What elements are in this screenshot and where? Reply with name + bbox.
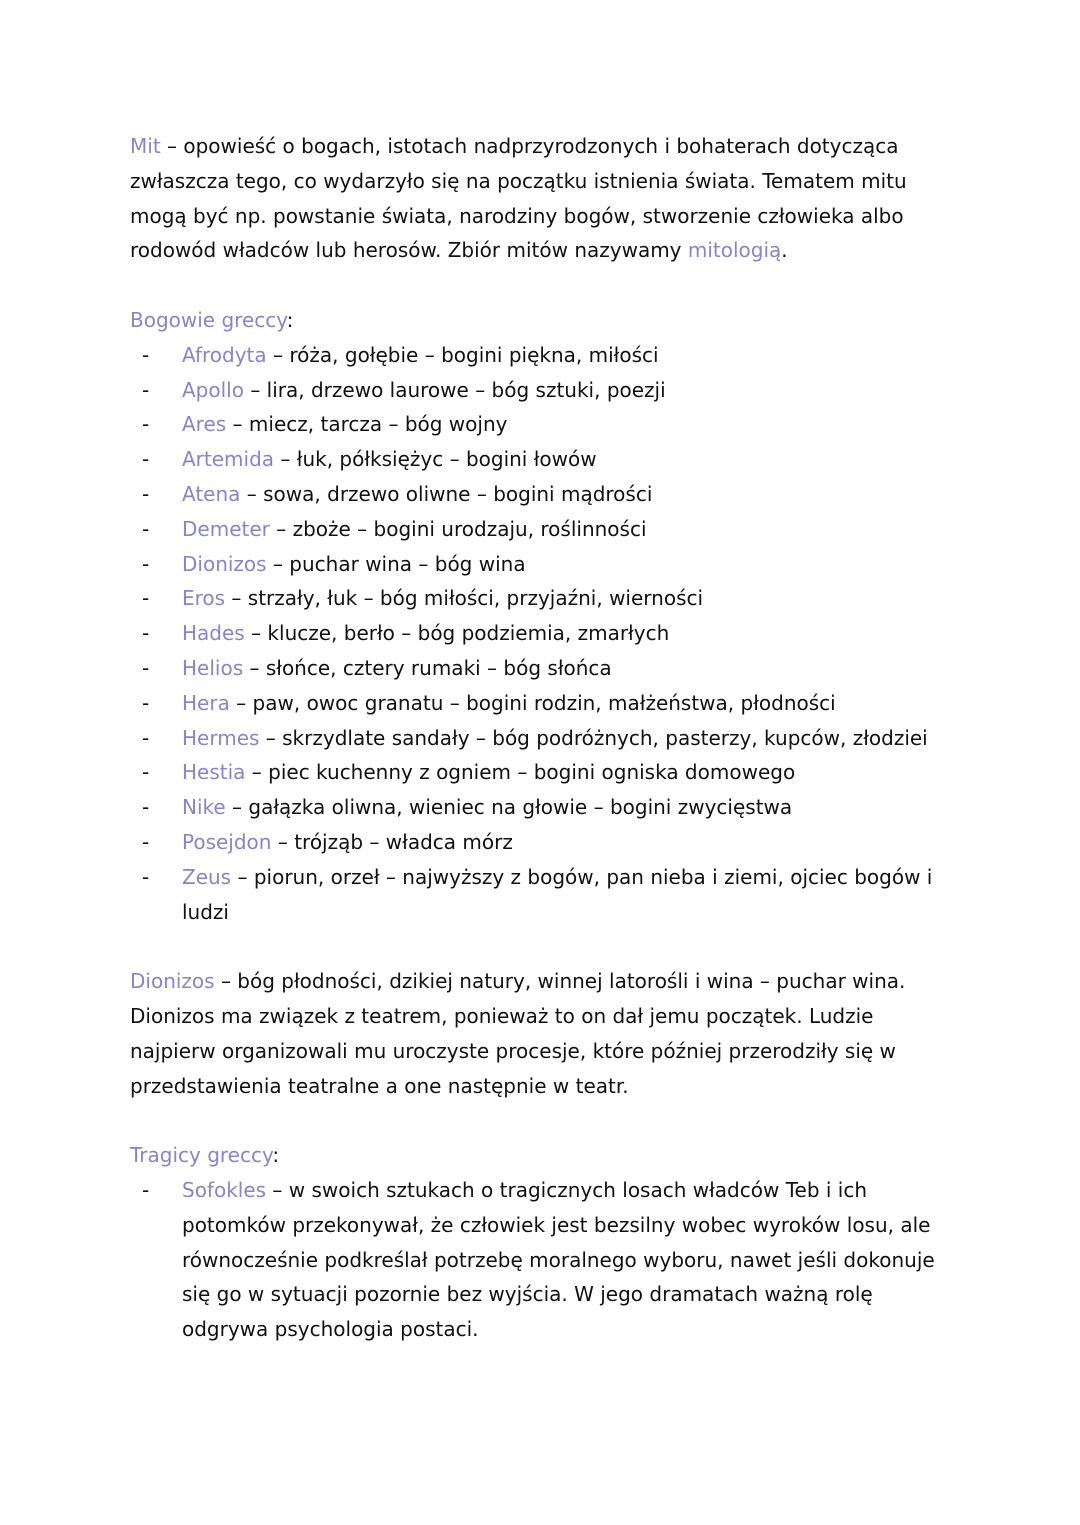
god-item-hermes bbox=[130, 721, 950, 756]
god-description: – puchar wina – bóg wina bbox=[266, 551, 526, 576]
god-item-posejdon bbox=[130, 825, 950, 860]
dash-bullet: - bbox=[142, 655, 150, 680]
tragedians-heading-text: Tragicy greccy bbox=[130, 1143, 273, 1168]
dash-bullet: - bbox=[142, 690, 150, 715]
mit-definition-paragraph bbox=[130, 129, 950, 268]
god-name: Dionizos bbox=[182, 551, 267, 576]
mit-end-punct: . bbox=[781, 238, 788, 263]
gods-heading-colon: : bbox=[286, 307, 294, 332]
gods-heading bbox=[130, 303, 950, 338]
god-description: – piorun, orzeł – najwyższy z bogów, pan nieba i ziemi, ojciec bogów i ludzi bbox=[182, 864, 933, 924]
god-name: Helios bbox=[182, 655, 244, 680]
mit-definition-text: – opowieść o bogach, istotach nadprzyrodzonych i bohaterach dotycząca zwłaszcza tego, co wydarzyło się na początku istnienia świata. Tematem mitu mogą być np. powstanie świata, narodziny bogów, stworzenie człowieka albo rodowód władców lub herosów. Zbiór mitów nazywamy bbox=[130, 134, 907, 263]
tragedian-description: – w swoich sztukach o tragicznych losach władców Teb i ich potomków przekonywał, że człowiek jest bezsilny wobec wyroków losu, ale równocześnie podkreślał potrzebę moralnego wyboru, nawet jeśli dokonuje się go w sytuacji pozornie bez wyjścia. W jego dramatach ważną rolę odgrywa psychologia postaci. bbox=[182, 1177, 935, 1342]
god-description: – łuk, półksiężyc – bogini łowów bbox=[274, 447, 597, 472]
god-description: – zboże – bogini urodzaju, roślinności bbox=[269, 516, 647, 541]
god-item-dionizos bbox=[130, 547, 950, 582]
dash-bullet: - bbox=[142, 551, 150, 576]
god-description: – miecz, tarcza – bóg wojny bbox=[226, 412, 508, 437]
dash-bullet: - bbox=[142, 621, 150, 646]
dash-bullet: - bbox=[142, 725, 150, 750]
spacer bbox=[130, 268, 950, 303]
god-name: Hera bbox=[182, 690, 230, 715]
dash-bullet: - bbox=[142, 1177, 150, 1202]
god-description: – lira, drzewo laurowe – bóg sztuki, poezji bbox=[243, 377, 666, 402]
tragedian-item-sofokles bbox=[130, 1173, 950, 1347]
gods-list bbox=[130, 338, 950, 930]
gods-heading-text: Bogowie greccy bbox=[130, 307, 287, 332]
tragedians-list bbox=[130, 1173, 950, 1347]
dash-bullet: - bbox=[142, 829, 150, 854]
spacer bbox=[130, 1103, 950, 1138]
god-item-afrodyta bbox=[130, 338, 950, 373]
dash-bullet: - bbox=[142, 412, 150, 437]
mit-term: Mit bbox=[130, 134, 161, 158]
god-item-nike bbox=[130, 790, 950, 825]
god-description: – strzały, łuk – bóg miłości, przyjaźni, wierności bbox=[225, 586, 704, 611]
god-name: Atena bbox=[182, 481, 241, 506]
god-name: Posejdon bbox=[182, 829, 272, 854]
god-name: Hades bbox=[182, 621, 245, 646]
god-name: Artemida bbox=[182, 447, 275, 472]
dionizos-term: Dionizos bbox=[130, 969, 215, 994]
dash-bullet: - bbox=[142, 447, 150, 472]
dash-bullet: - bbox=[142, 516, 150, 541]
god-description: – trójząb – władca mórz bbox=[271, 829, 513, 854]
god-item-atena bbox=[130, 477, 950, 512]
god-name: Hermes bbox=[182, 725, 260, 750]
tragedian-name: Sofokles bbox=[182, 1177, 267, 1202]
tragedians-heading-colon: : bbox=[272, 1143, 280, 1168]
god-name: Apollo bbox=[182, 377, 244, 402]
god-item-apollo bbox=[130, 373, 950, 408]
god-name: Zeus bbox=[182, 864, 232, 889]
god-item-ares bbox=[130, 407, 950, 442]
tragedians-heading bbox=[130, 1138, 950, 1173]
god-description: – skrzydlate sandały – bóg podróżnych, pasterzy, kupców, złodziei bbox=[259, 725, 928, 750]
god-item-demeter bbox=[130, 512, 950, 547]
dash-bullet: - bbox=[142, 760, 150, 785]
god-name: Ares bbox=[182, 412, 227, 437]
god-description: – róża, gołębie – bogini piękna, miłości bbox=[266, 342, 659, 367]
document-page bbox=[130, 129, 950, 1347]
dionizos-text: – bóg płodności, dzikiej natury, winnej latorośli i wina – puchar wina. Dionizos ma związek z teatrem, ponieważ to on dał jemu początek. Ludzie najpierw organizowali mu uroczyste procesje, które później przerodziły się w przedstawienia teatralne a one następnie w teatr. bbox=[130, 969, 906, 1098]
dash-bullet: - bbox=[142, 377, 150, 402]
god-name: Hestia bbox=[182, 760, 246, 785]
god-item-helios bbox=[130, 651, 950, 686]
spacer bbox=[130, 929, 950, 964]
god-item-hestia bbox=[130, 755, 950, 790]
god-name: Demeter bbox=[182, 516, 270, 541]
god-item-eros bbox=[130, 581, 950, 616]
dash-bullet: - bbox=[142, 342, 150, 367]
god-description: – klucze, berło – bóg podziemia, zmarłych bbox=[244, 621, 670, 646]
god-item-artemida bbox=[130, 442, 950, 477]
god-item-hera bbox=[130, 686, 950, 721]
god-description: – sowa, drzewo oliwne – bogini mądrości bbox=[240, 481, 653, 506]
god-name: Eros bbox=[182, 586, 226, 611]
god-name: Afrodyta bbox=[182, 342, 267, 367]
god-description: – paw, owoc granatu – bogini rodzin, małżeństwa, płodności bbox=[229, 690, 836, 715]
dash-bullet: - bbox=[142, 586, 150, 611]
dash-bullet: - bbox=[142, 864, 150, 889]
god-description: – gałązka oliwna, wieniec na głowie – bogini zwycięstwa bbox=[225, 795, 793, 820]
dash-bullet: - bbox=[142, 795, 150, 820]
god-description: – słońce, cztery rumaki – bóg słońca bbox=[243, 655, 612, 680]
dionizos-paragraph bbox=[130, 964, 950, 1103]
god-description: – piec kuchenny z ogniem – bogini ogniska domowego bbox=[245, 760, 796, 785]
god-name: Nike bbox=[182, 795, 226, 820]
mitologia-term: mitologią bbox=[687, 238, 782, 263]
god-item-hades bbox=[130, 616, 950, 651]
god-item-zeus bbox=[130, 860, 950, 930]
dash-bullet: - bbox=[142, 481, 150, 506]
